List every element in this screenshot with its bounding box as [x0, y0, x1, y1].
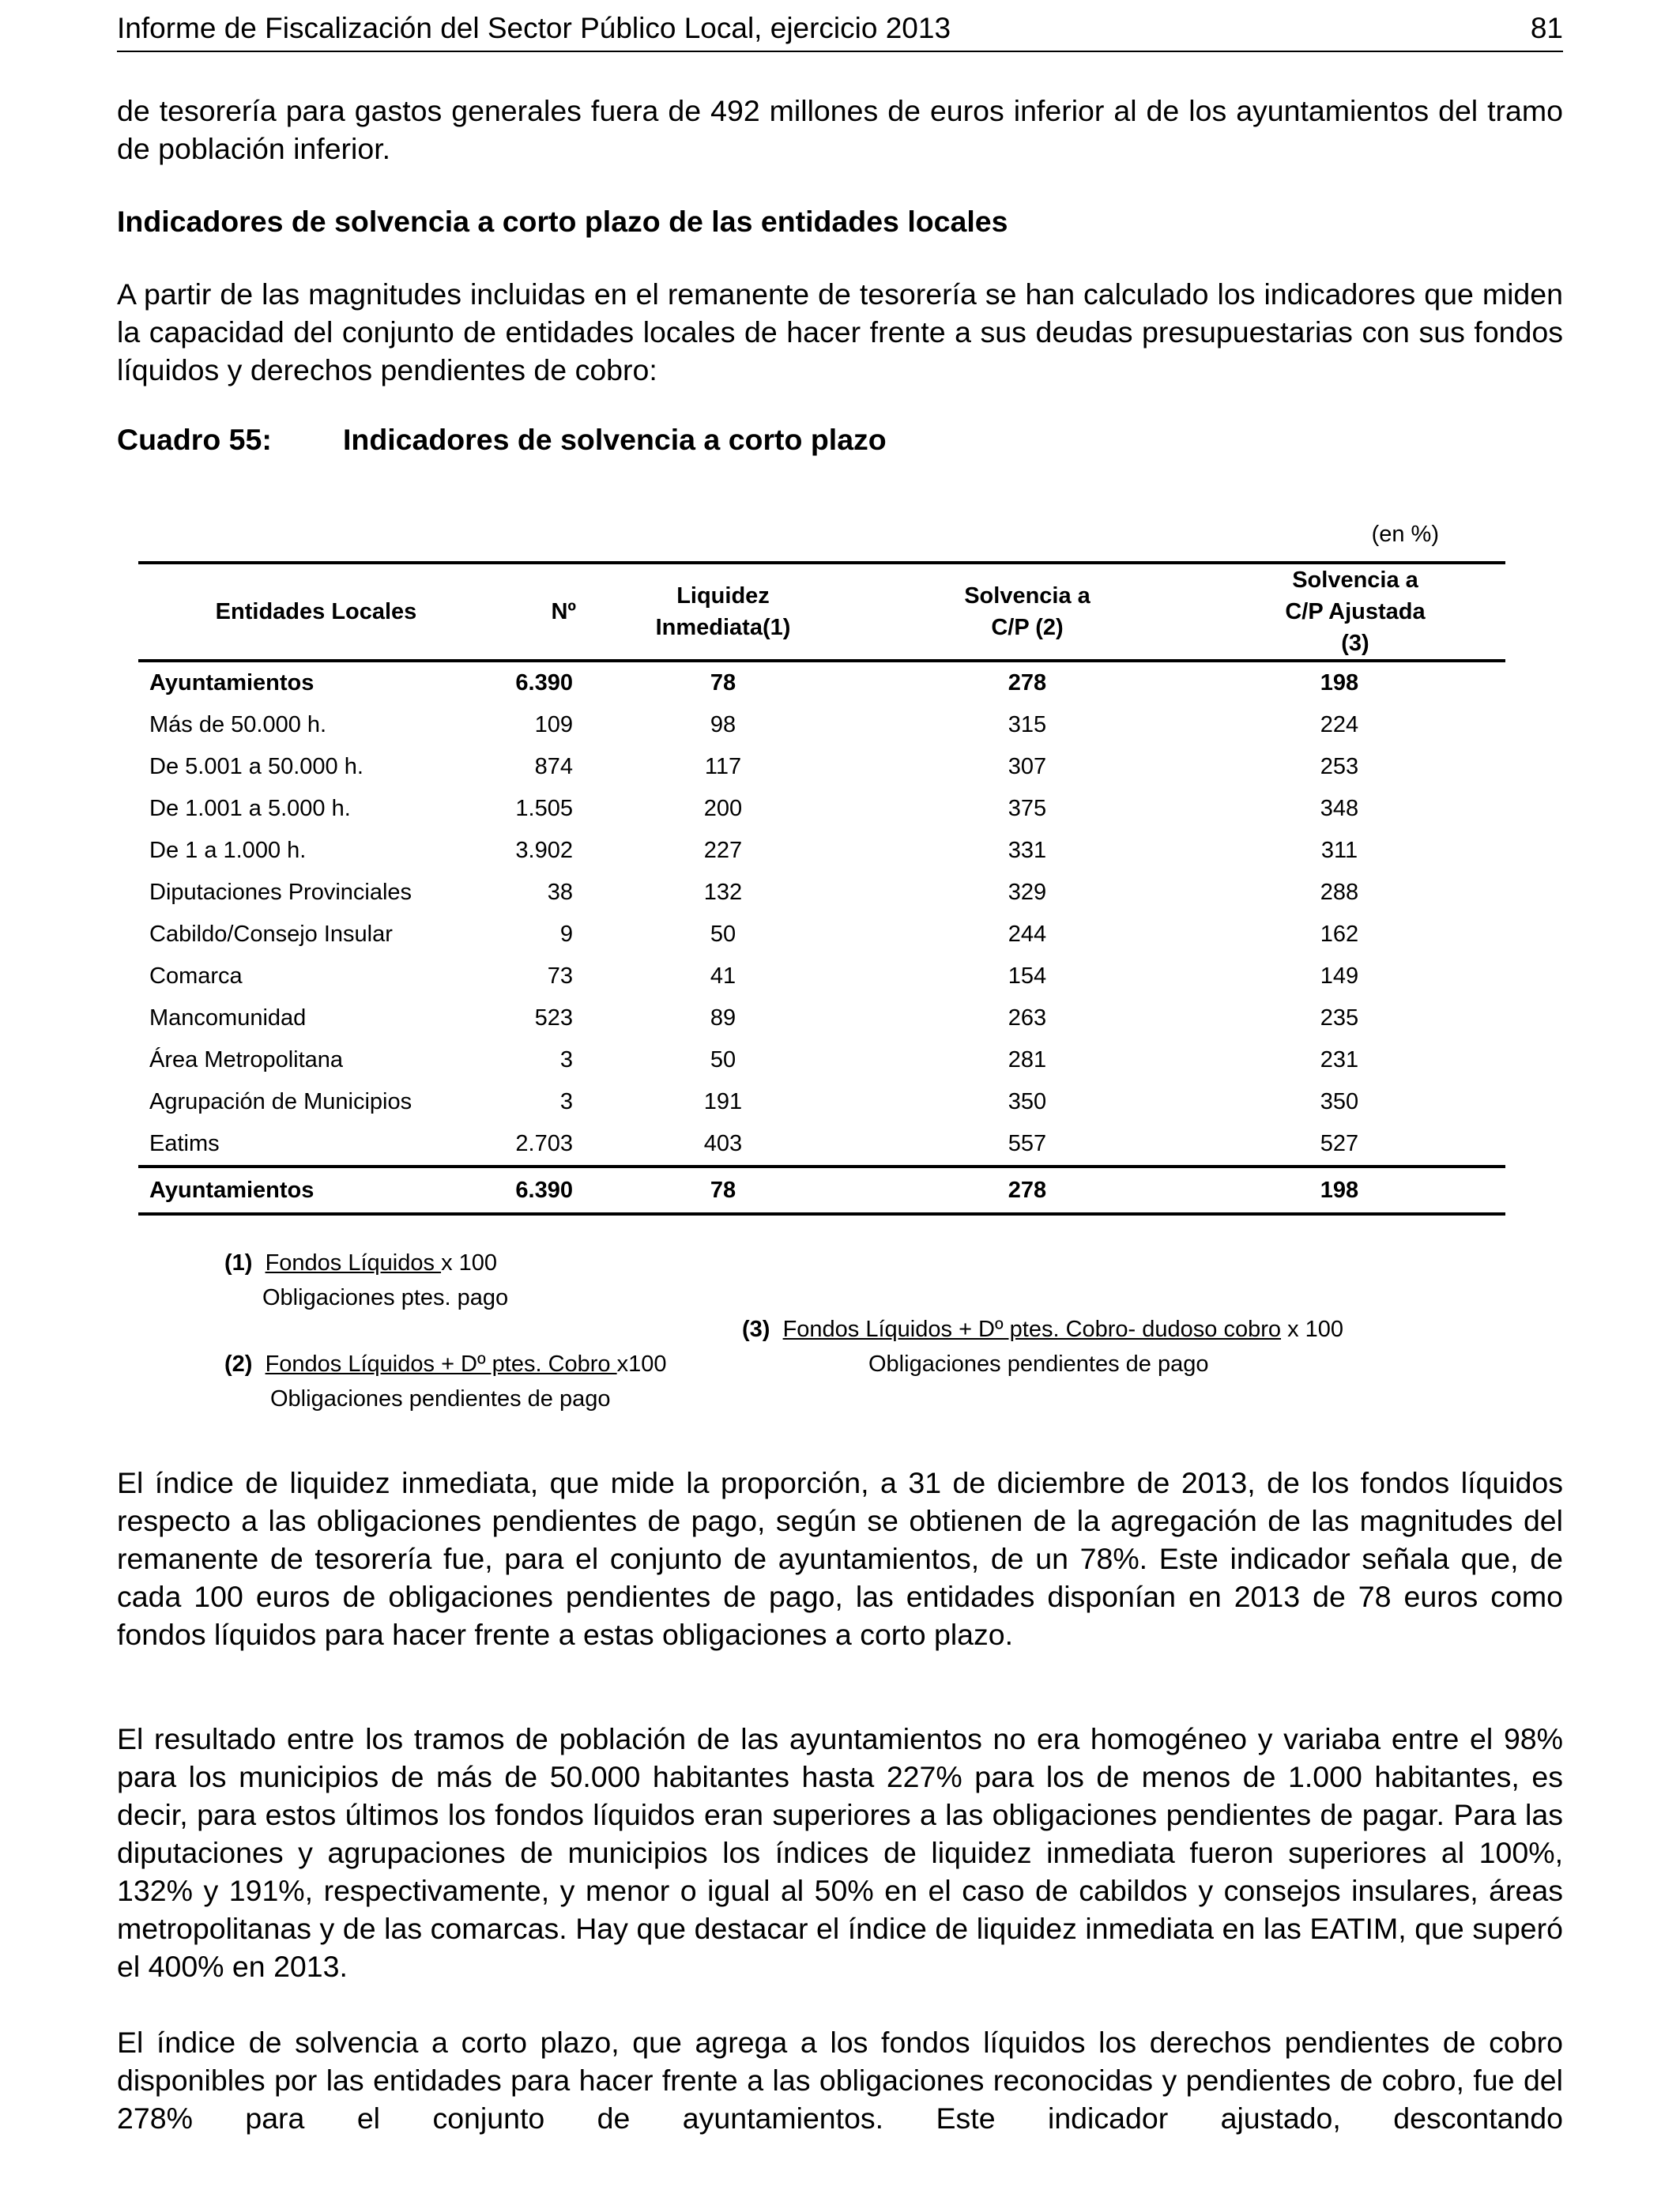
- header-ajustada: Solvencia a C/P Ajustada (3): [1285, 567, 1426, 656]
- cell-entity: Más de 50.000 h.: [149, 712, 327, 737]
- table-body: [138, 661, 1505, 1214]
- cell-entity: Cabildo/Consejo Insular: [149, 922, 393, 947]
- table-row: [138, 956, 1505, 997]
- paragraph-tramos: El resultado entre los tramos de población de las ayuntamientos no era homogéneo y variaba entre el 98% para los municipios de más de 50.000 habitantes hasta 227% para los de menos de 1.000 habitantes, es decir, para estos últimos los fondos líquidos eran superiores a las obligaciones pendientes de pagar. Para las diputaciones y agrupaciones de municipios los índices de liquidez inmediata fueron superiores al 100%, 132% y 191%, respectivamente, y menor o igual al 50% en el caso de cabildos y consejos insulares, áreas metropolitanas y de las comarcas. Hay que destacar el índice de liquidez inmediata en las EATIM, que superó el 400% en 2013.: [117, 1722, 1563, 1983]
- cell-entity: Área Metropolitana: [149, 1047, 344, 1072]
- table-row: [138, 830, 1505, 872]
- paragraph-intro: A partir de las magnitudes incluidas en el remanente de tesorería se han calculado los indicadores que miden la capacidad del conjunto de entidades locales de hacer frente a sus deudas presupuestarias con sus fondos líquidos y derechos pendientes de cobro:: [117, 277, 1563, 386]
- cell-ajustada: 350: [1320, 1089, 1359, 1114]
- cell-count: 3: [559, 1047, 573, 1072]
- cell-liquidez: 98: [710, 712, 736, 737]
- note-2: (2) Fondos Líquidos + Dº ptes. Cobro x100 Obligaciones pendientes de pago: [224, 1351, 667, 1412]
- cell-count: 73: [547, 963, 573, 989]
- cell-solvencia: 331: [1008, 838, 1047, 863]
- cell-count: 9: [559, 922, 573, 947]
- cell-liquidez: 89: [710, 1005, 736, 1031]
- cell-liquidez: 403: [703, 1131, 743, 1156]
- note-3: (3) Fondos Líquidos + Dº ptes. Cobro- dudoso cobro x 100 Obligaciones pendientes de pago: [742, 1317, 1344, 1377]
- cell-liquidez: 200: [703, 796, 743, 821]
- cell-count: 3.902: [515, 838, 573, 863]
- caption-label: Cuadro 55:: [117, 423, 272, 456]
- cell-ajustada: 198: [1320, 1177, 1359, 1203]
- cell-liquidez: 227: [703, 838, 743, 863]
- cell-entity: Ayuntamientos: [149, 670, 315, 696]
- cell-entity: De 1.001 a 5.000 h.: [149, 796, 351, 821]
- cell-entity: Ayuntamientos: [149, 1177, 315, 1203]
- cell-count: 38: [547, 880, 573, 905]
- cell-liquidez: 50: [710, 1047, 736, 1072]
- cell-liquidez: 117: [704, 754, 742, 779]
- cell-solvencia: 281: [1008, 1047, 1047, 1072]
- table-row: [138, 1081, 1505, 1123]
- paragraph-continuation: de tesorería para gastos generales fuera de 492 millones de euros inferior al de los ayuntamientos del tramo de población inferior.: [117, 94, 1563, 165]
- cell-ajustada: 311: [1320, 838, 1358, 863]
- cell-solvencia: 307: [1008, 754, 1047, 779]
- caption-text: Indicadores de solvencia a corto plazo: [343, 423, 887, 456]
- cell-count: 2.703: [515, 1131, 573, 1156]
- cell-entity: Mancomunidad: [149, 1005, 307, 1031]
- header-n: Nº: [551, 599, 576, 624]
- header-entidades: Entidades Locales: [215, 599, 417, 624]
- cell-liquidez: 41: [710, 963, 736, 989]
- paragraph-solvencia: El índice de solvencia a corto plazo, que agrega a los fondos líquidos los derechos pendientes de cobro disponibles por las entidades para hacer frente a las obligaciones reconocidas y pendientes de cobro, fue del 278% para el conjunto de ayuntamientos. Este indicador ajustado, descontando: [117, 2026, 1563, 2135]
- cell-entity: Agrupación de Municipios: [149, 1089, 412, 1114]
- table-row: [138, 704, 1505, 746]
- cell-count: 6.390: [515, 1177, 573, 1203]
- table-header-row: [138, 563, 1505, 661]
- cell-count: 3: [559, 1089, 573, 1114]
- cell-solvencia: 350: [1008, 1089, 1047, 1114]
- cell-entity: Comarca: [149, 963, 243, 989]
- cell-ajustada: 224: [1320, 712, 1359, 737]
- table-row: [138, 872, 1505, 914]
- solvency-table: [138, 561, 1505, 1216]
- header-solvencia: Solvencia a C/P (2): [964, 583, 1090, 640]
- cell-count: 1.505: [515, 796, 573, 821]
- table-row: [138, 788, 1505, 830]
- cell-liquidez: 78: [710, 1177, 736, 1203]
- cell-count: 874: [534, 754, 573, 779]
- cell-solvencia: 278: [1008, 670, 1047, 696]
- cell-solvencia: 278: [1008, 1177, 1047, 1203]
- cell-solvencia: 557: [1008, 1131, 1047, 1156]
- cell-liquidez: 191: [703, 1089, 743, 1114]
- cell-solvencia: 315: [1008, 712, 1047, 737]
- cell-entity: Eatims: [149, 1131, 220, 1156]
- paragraph-liquidez: El índice de liquidez inmediata, que mide la proporción, a 31 de diciembre de 2013, de los fondos líquidos respecto a las obligaciones pendientes de pago, según se obtienen de la agregación de las magnitudes del remanente de tesorería fue, para el conjunto de ayuntamientos, de un 78%. Este indicador señala que, de cada 100 euros de obligaciones pendientes de pago, las entidades disponían en 2013 de 78 euros como fondos líquidos para hacer frente a estas obligaciones a corto plazo.: [117, 1466, 1563, 1651]
- cell-count: 6.390: [515, 670, 573, 696]
- running-header: [117, 11, 1563, 52]
- cell-entity: De 1 a 1.000 h.: [149, 838, 307, 863]
- table-row: [138, 914, 1505, 956]
- cell-ajustada: 235: [1320, 1005, 1359, 1031]
- cell-liquidez: 50: [710, 922, 736, 947]
- note-1: (1) Fondos Líquidos x 100 Obligaciones ptes. pago: [224, 1250, 509, 1310]
- cell-solvencia: 244: [1008, 922, 1047, 947]
- table-row: [138, 746, 1505, 788]
- cell-solvencia: 329: [1008, 880, 1047, 905]
- section-heading: Indicadores de solvencia a corto plazo de las entidades locales: [117, 205, 1008, 238]
- table-row: [138, 661, 1505, 704]
- cell-ajustada: 162: [1320, 922, 1359, 947]
- cell-liquidez: 78: [710, 670, 736, 696]
- cell-ajustada: 149: [1320, 963, 1359, 989]
- cell-ajustada: 527: [1320, 1131, 1359, 1156]
- table-row: [138, 1167, 1505, 1214]
- cell-ajustada: 348: [1320, 796, 1359, 821]
- cell-entity: De 5.001 a 50.000 h.: [149, 754, 363, 779]
- cell-ajustada: 288: [1320, 880, 1359, 905]
- cell-liquidez: 132: [703, 880, 743, 905]
- table-row: [138, 1039, 1505, 1081]
- table-row: [138, 1123, 1505, 1167]
- cell-count: 523: [534, 1005, 573, 1031]
- cell-solvencia: 263: [1008, 1005, 1047, 1031]
- table-unit: (en %): [1371, 522, 1439, 547]
- page-number: 81: [1530, 12, 1563, 44]
- cell-count: 109: [534, 712, 573, 737]
- header-liquidez: Liquidez Inmediata(1): [655, 583, 791, 640]
- cell-ajustada: 253: [1320, 754, 1359, 779]
- cell-entity: Diputaciones Provinciales: [149, 880, 412, 905]
- cell-ajustada: 231: [1320, 1047, 1359, 1072]
- report-title: Informe de Fiscalización del Sector Público Local, ejercicio 2013: [117, 12, 951, 44]
- cell-solvencia: 375: [1008, 796, 1047, 821]
- cell-ajustada: 198: [1320, 670, 1359, 696]
- cell-solvencia: 154: [1008, 963, 1047, 989]
- table-row: [138, 997, 1505, 1039]
